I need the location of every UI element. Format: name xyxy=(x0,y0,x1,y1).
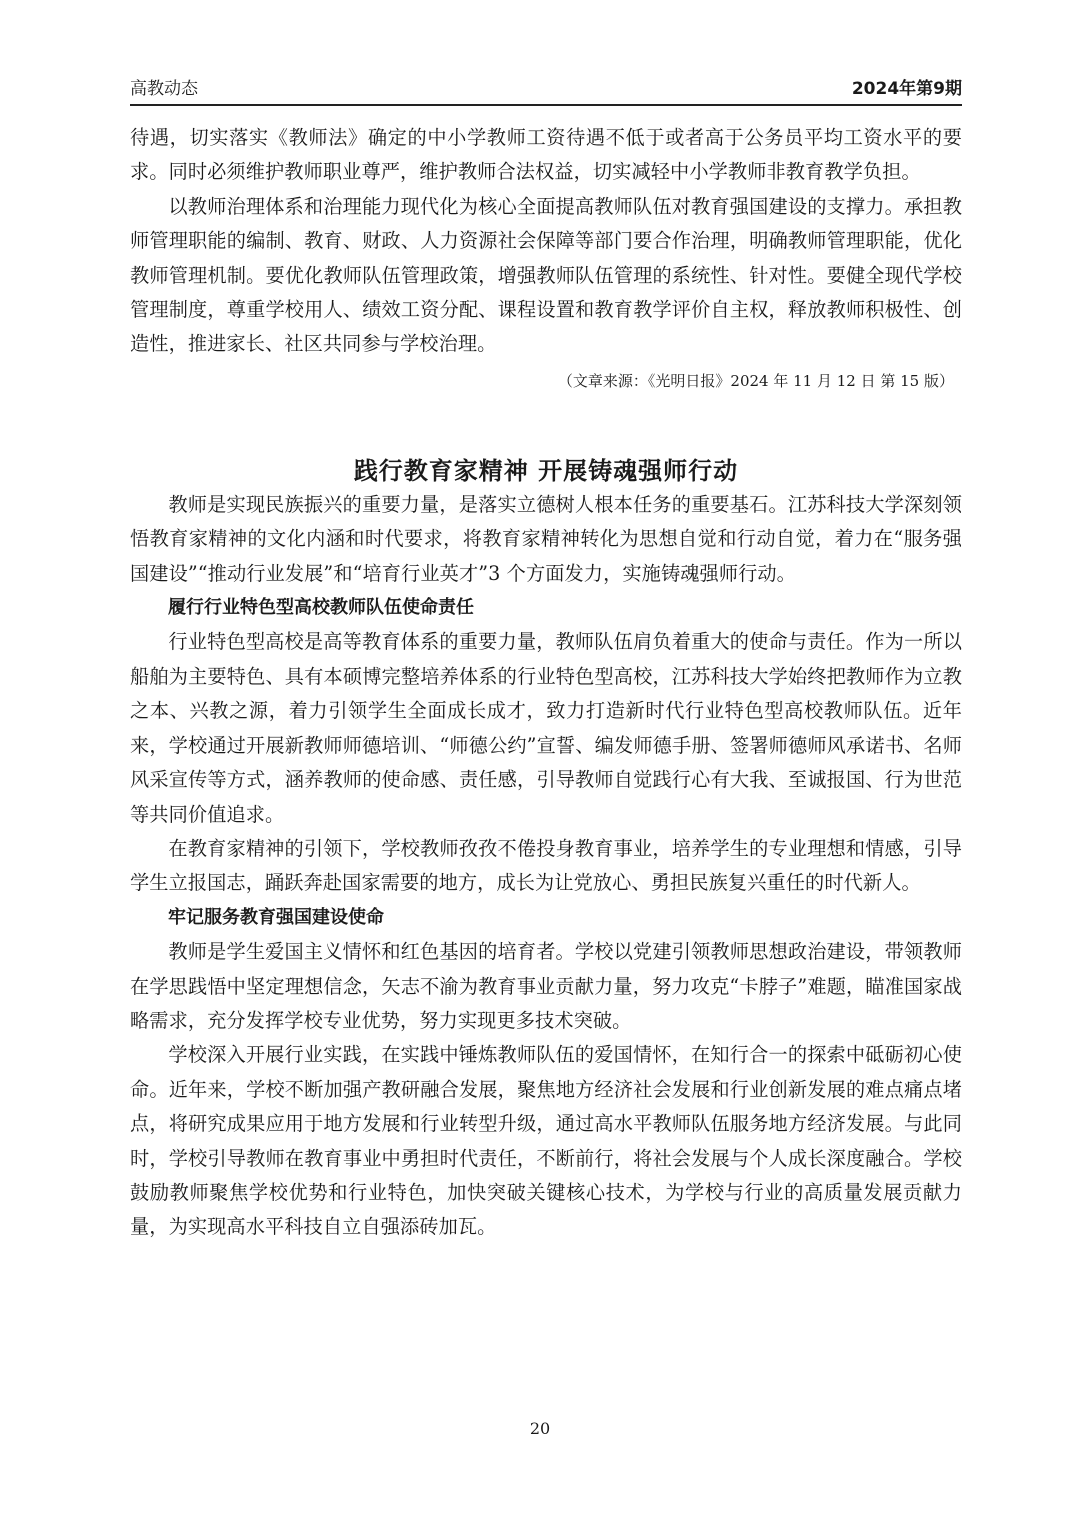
page-header xyxy=(130,78,962,106)
section-heading: 牢记服务教育强国建设使命 xyxy=(168,906,384,928)
section-heading: 履行行业特色型高校教师队伍使命责任 xyxy=(168,597,474,619)
article-intro: 教师是实现民族振兴的重要力量，是落实立德树人根本任务的重要基石。江苏科技大学深刻领悟教育家精神的文化内涵和时代要求，将教育家精神转化为思想自觉和行动自觉，着力在“服务强国建设”“推动行业发展”和“培育行业英才”3 个方面发力，实施铸魂强师行动。 xyxy=(130,492,962,585)
issue-label: 2024年第9期 xyxy=(851,79,962,99)
article-source-note: （文章来源：《光明日报》2024 年 11 月 12 日 第 15 版） xyxy=(557,371,954,390)
page-content xyxy=(130,121,962,1245)
previous-article-paragraph: 待遇，切实落实《教师法》确定的中小学教师工资待遇不低于或者高于公务员平均工资水平的要求。同时必须维护教师职业尊严，维护教师合法权益，切实减轻中小学教师非教育教学负担。 xyxy=(130,126,962,184)
section-paragraph: 学校深入开展行业实践，在实践中锤炼教师队伍的爱国情怀，在知行合一的探索中砥砺初心使命。近年来，学校不断加强产教研融合发展，聚焦地方经济社会发展和行业创新发展的难点痛点堵点，将研究成果应用于地方发展和行业转型升级，通过高水平教师队伍服务地方经济发展。与此同时，学校引导教师在教育事业中勇担时代责任，不断前行，将社会发展与个人成长深度融合。学校鼓励教师聚焦学校优势和行业特色，加快突破关键核心技术，为学校与行业的高质量发展贡献力量，为实现高水平科技自立自强添砖加瓦。 xyxy=(130,1043,962,1239)
section-paragraph: 行业特色型高校是高等教育体系的重要力量，教师队伍肩负着重大的使命与责任。作为一所以船舶为主要特色、具有本硕博完整培养体系的行业特色型高校，江苏科技大学始终把教师作为立教之本、兴教之源，着力引领学生全面成长成才，致力打造新时代行业特色型高校教师队伍。近年来，学校通过开展新教师师德培训、“师德公约”宣誓、编发师德手册、签署师德师风承诺书、名师风采宣传等方式，涵养教师的使命感、责任感，引导教师自觉践行心有大我、至诚报国、行为世范等共同价值追求。 xyxy=(130,630,962,826)
page-number: 20 xyxy=(529,1419,551,1438)
section-paragraph: 在教育家精神的引领下，学校教师孜孜不倦投身教育事业，培养学生的专业理想和情感，引导学生立报国志，踊跃奔赴国家需要的地方，成长为让党放心、勇担民族复兴重任的时代新人。 xyxy=(130,836,962,895)
section-paragraph: 教师是学生爱国主义情怀和红色基因的培育者。学校以党建引领教师思想政治建设，带领教师在学思践悟中坚定理想信念，矢志不渝为教育事业贡献力量，努力攻克“卡脖子”难题，瞄准国家战略需求，充分发挥学校专业优势，努力实现更多技术突破。 xyxy=(130,940,962,1032)
article-title: 践行教育家精神 开展铸魂强师行动 xyxy=(353,456,739,485)
journal-name: 高教动态 xyxy=(130,79,198,99)
previous-article-paragraph: 以教师治理体系和治理能力现代化为核心全面提高教师队伍对教育强国建设的支撑力。承担教师管理职能的编制、教育、财政、人力资源社会保障等部门要合作治理，明确教师管理职能，优化教师管理机制。要优化教师队伍管理政策，增强教师队伍管理的系统性、针对性。要健全现代学校管理制度，尊重学校用人、绩效工资分配、课程设置和教育教学评价自主权，释放教师积极性、创造性，推进家长、社区共同参与学校治理。 xyxy=(130,194,962,356)
